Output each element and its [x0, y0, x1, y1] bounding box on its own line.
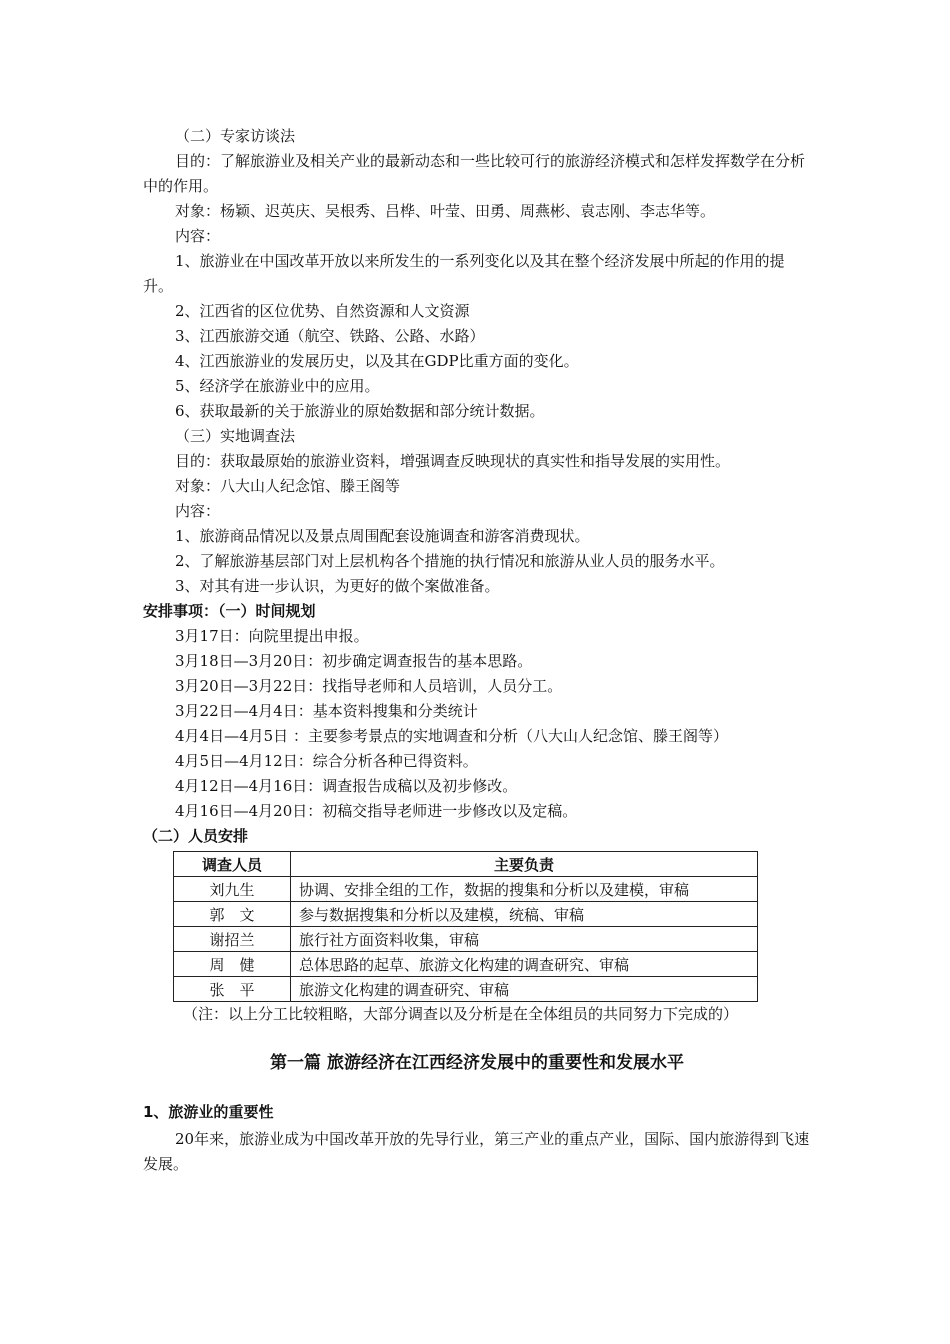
staff-heading: （二）人员安排 [143, 827, 249, 845]
arrangement-heading: 安排事项：（一）时间规划 [143, 602, 316, 620]
chapter-title: 第一篇 旅游经济在江西经济发展中的重要性和发展水平 [270, 1053, 684, 1073]
expert-heading: （二）专家访谈法 [175, 127, 296, 145]
table-row [174, 927, 758, 952]
table-row [174, 902, 758, 927]
field-item: 1、旅游商品情况以及景点周围配套设施调查和游客消费现状。 [175, 527, 590, 545]
staff-duty: 协调、安排全组的工作，数据的搜集和分析以及建模，审稿 [291, 877, 758, 902]
expert-item: 2、江西省的区位优势、自然资源和人文资源 [175, 302, 470, 320]
field-purpose: 目的：获取最原始的旅游业资料，增强调查反映现状的真实性和指导发展的实用性。 [175, 452, 731, 470]
staff-duty: 旅游文化构建的调查研究、审稿 [291, 977, 758, 1002]
staff-name: 周 健 [174, 952, 291, 977]
field-subjects: 对象：八大山人纪念馆、滕王阁等 [175, 477, 401, 495]
staff-duty: 旅行社方面资料收集，审稿 [291, 927, 758, 952]
schedule-item: 3月20日—3月22日：找指导老师和人员培训，人员分工。 [175, 677, 563, 695]
table-header-row [174, 852, 758, 877]
schedule-item: 4月12日—4月16日：调查报告成稿以及初步修改。 [175, 777, 518, 795]
schedule-item: 3月18日—3月20日：初步确定调查报告的基本思路。 [175, 652, 533, 670]
table-row [174, 952, 758, 977]
schedule-item: 3月17日：向院里提出申报。 [175, 627, 369, 645]
column-header-duty: 主要负责 [291, 852, 758, 877]
column-header-name: 调查人员 [174, 852, 291, 877]
staff-name: 刘九生 [174, 877, 291, 902]
expert-content-label: 内容： [175, 227, 221, 245]
schedule-item: 4月4日—4月5日 ：主要参考景点的实地调查和分析（八大山人纪念馆、滕王阁等） [175, 727, 728, 745]
staff-note: （注：以上分工比较粗略，大部分调查以及分析是在全体组员的共同努力下完成的） [183, 1005, 739, 1023]
schedule-item: 4月5日—4月12日：综合分析各种已得资料。 [175, 752, 478, 770]
staff-name: 谢招兰 [174, 927, 291, 952]
staff-duty: 参与数据搜集和分析以及建模，统稿、审稿 [291, 902, 758, 927]
expert-subjects: 对象：杨颖、迟英庆、吴根秀、吕桦、叶莹、田勇、周燕彬、袁志刚、李志华等。 [175, 202, 716, 220]
expert-item: 4、江西旅游业的发展历史，以及其在GDP比重方面的变化。 [175, 352, 579, 370]
table-row [174, 977, 758, 1002]
field-content-label: 内容： [175, 502, 221, 520]
section-title: 1、旅游业的重要性 [143, 1103, 274, 1121]
expert-item: 6、获取最新的关于旅游业的原始数据和部分统计数据。 [175, 402, 545, 420]
staff-name: 张 平 [174, 977, 291, 1002]
expert-item: 3、江西旅游交通（航空、铁路、公路、水路） [175, 327, 485, 345]
staff-name: 郭 文 [174, 902, 291, 927]
schedule-item: 3月22日—4月4日：基本资料搜集和分类统计 [175, 702, 478, 720]
field-item: 2、了解旅游基层部门对上层机构各个措施的执行情况和旅游从业人员的服务水平。 [175, 552, 725, 570]
staff-duty: 总体思路的起草、旅游文化构建的调查研究、审稿 [291, 952, 758, 977]
expert-item: 5、经济学在旅游业中的应用。 [175, 377, 380, 395]
document-body [143, 124, 811, 1177]
expert-purpose: 目的：了解旅游业及相关产业的最新动态和一些比较可行的旅游经济模式和怎样发挥数学在分析中的作用。 [143, 152, 806, 195]
field-heading: （三）实地调查法 [175, 427, 296, 445]
section-paragraph: 20年来，旅游业成为中国改革开放的先导行业，第三产业的重点产业，国际、国内旅游得到飞速发展。 [143, 1130, 810, 1173]
schedule-item: 4月16日—4月20日：初稿交指导老师进一步修改以及定稿。 [175, 802, 578, 820]
field-item: 3、对其有进一步认识，为更好的做个案做准备。 [175, 577, 500, 595]
expert-item: 1、旅游业在中国改革开放以来所发生的一系列变化以及其在整个经济发展中所起的作用的提升。 [143, 252, 785, 295]
staff-table [173, 851, 758, 1002]
table-row [174, 877, 758, 902]
